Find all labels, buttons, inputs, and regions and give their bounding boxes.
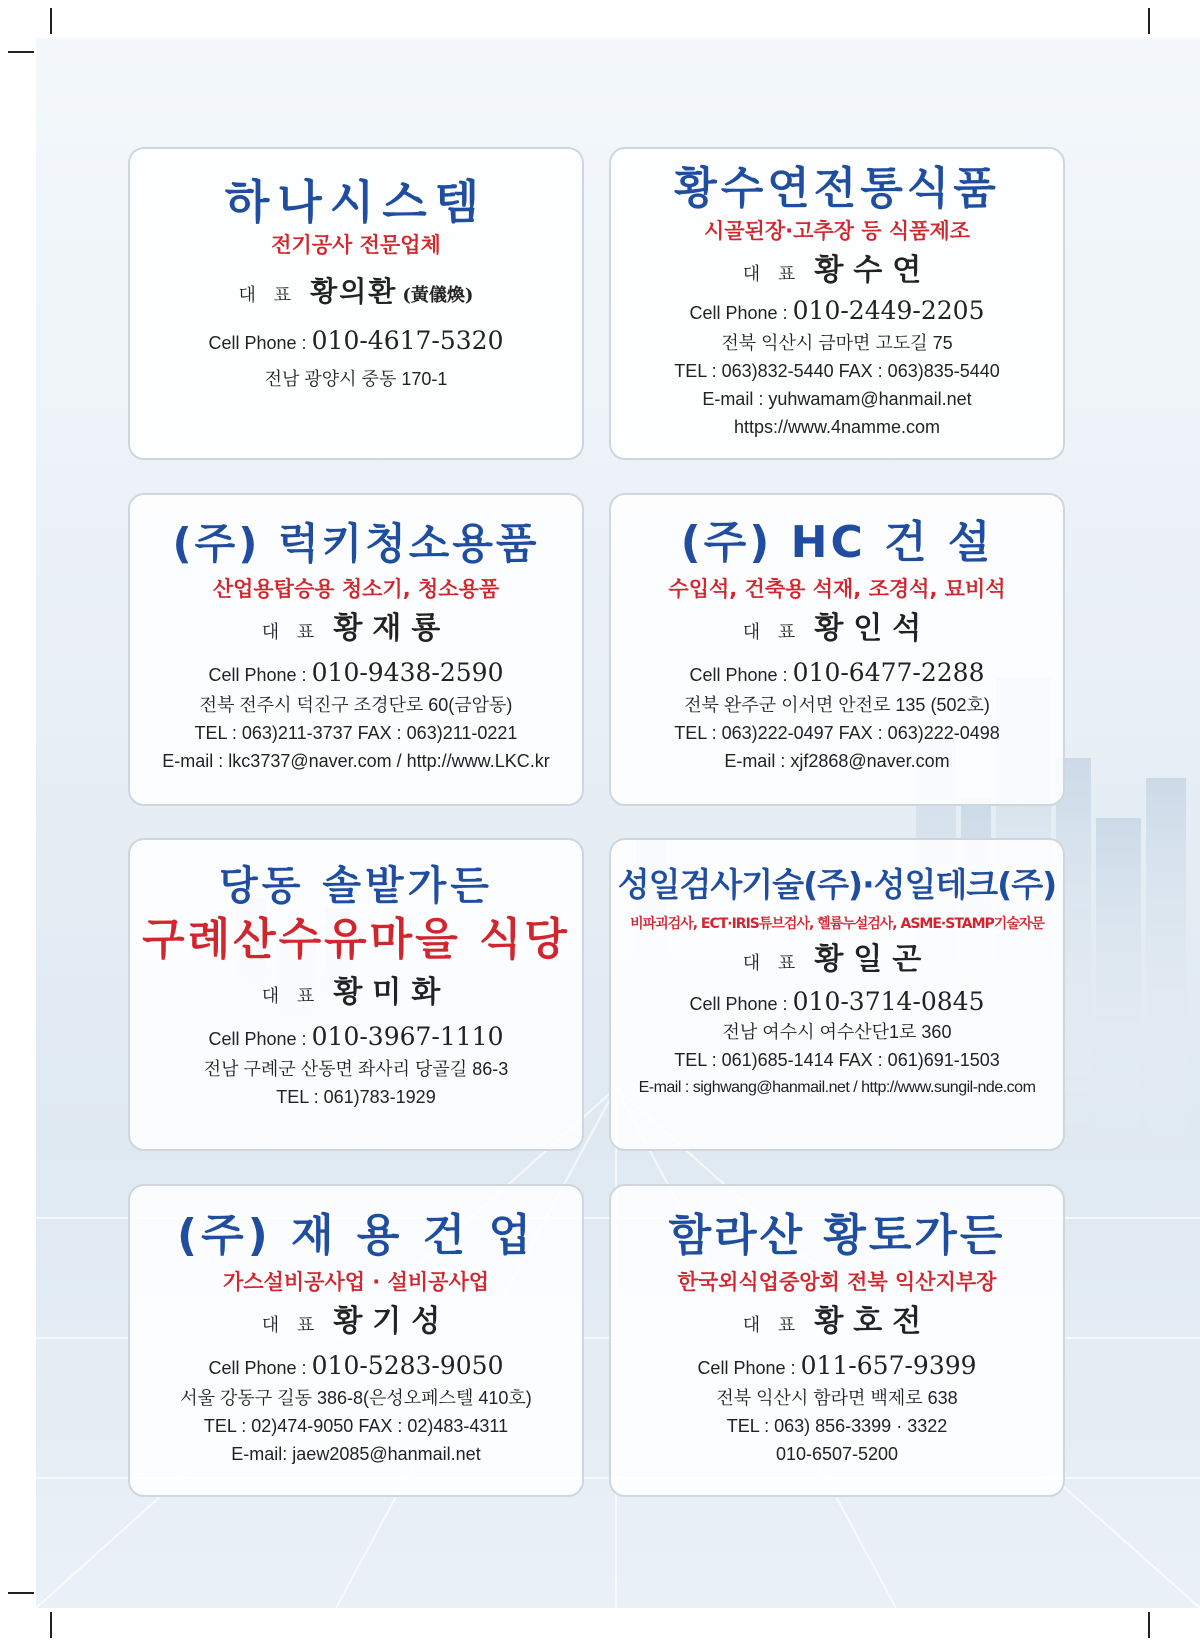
business-card-sungil-inspection bbox=[609, 838, 1065, 1151]
rep-label: 대 표 bbox=[742, 1315, 802, 1336]
company-name: 당동 솔밭가든 bbox=[219, 863, 493, 909]
crop-mark bbox=[50, 1612, 52, 1638]
company-tagline: 산업용탑승용 청소기, 청소용품 bbox=[212, 577, 500, 601]
phone-row bbox=[611, 1353, 1063, 1378]
phone-row bbox=[130, 1024, 582, 1049]
mobile-line: 010-6507-5200 bbox=[775, 1444, 899, 1464]
company-tagline: 한국외식업중앙회 전북 익산지부장 bbox=[677, 1270, 997, 1294]
phone-number[interactable]: 010-9438-2590 bbox=[311, 658, 504, 687]
phone-label: Cell Phone : bbox=[208, 1358, 307, 1378]
business-card-jaeyong-construction bbox=[128, 1184, 584, 1497]
company-name: 함라산 황토가든 bbox=[668, 1210, 1006, 1261]
tel-fax-line: TEL : 02)474-9050 FAX : 02)483-4311 bbox=[203, 1416, 509, 1436]
crop-mark bbox=[1148, 1612, 1150, 1638]
address-line: 전북 익산시 금마면 고도길 75 bbox=[721, 333, 953, 353]
rep-name: 황재룡 bbox=[333, 611, 451, 646]
company-name: (주) HC 건 설 bbox=[680, 517, 994, 568]
representative bbox=[611, 611, 1063, 646]
rep-hanja: (黃儀煥) bbox=[402, 285, 474, 306]
phone-number[interactable]: 010-3714-0845 bbox=[792, 987, 985, 1016]
rep-label: 대 표 bbox=[261, 622, 321, 643]
rep-name: 황호전 bbox=[814, 1304, 932, 1339]
company-tagline: 시골된장·고추장 등 식품제조 bbox=[703, 219, 971, 243]
website-line[interactable]: https://www.4namme.com bbox=[733, 417, 941, 437]
rep-label: 대 표 bbox=[742, 264, 802, 285]
tel-fax-line: TEL : 063)832-5440 FAX : 063)835-5440 bbox=[674, 361, 1000, 381]
business-card-lucky-cleaning bbox=[128, 493, 584, 806]
phone-number[interactable]: 010-6477-2288 bbox=[792, 658, 985, 687]
rep-label: 대 표 bbox=[742, 622, 802, 643]
rep-name: 황일곤 bbox=[814, 942, 932, 977]
phone-row bbox=[611, 660, 1063, 685]
phone-label: Cell Phone : bbox=[689, 303, 788, 323]
address-line: 전남 여수시 여수산단1로 360 bbox=[722, 1022, 952, 1042]
business-card-dangdong-garden bbox=[128, 838, 584, 1151]
tel-fax-line: TEL : 061)685-1414 FAX : 061)691-1503 bbox=[674, 1050, 1000, 1070]
phone-label: Cell Phone : bbox=[689, 994, 788, 1014]
restaurant-name: 구례산수유마을 식당 bbox=[142, 914, 570, 965]
rep-label: 대 표 bbox=[261, 1315, 321, 1336]
email-website-line[interactable]: E-mail : lkc3737@naver.com / http://www.LKC.kr bbox=[162, 751, 550, 771]
phone-label: Cell Phone : bbox=[208, 1029, 307, 1049]
tel-fax-line: TEL : 063)222-0497 FAX : 063)222-0498 bbox=[674, 723, 1000, 743]
address-line: 전북 전주시 덕진구 조경단로 60(금암동) bbox=[199, 695, 513, 715]
company-tagline: 전기공사 전문업체 bbox=[271, 233, 441, 257]
company-name: (주) 재 용 건 업 bbox=[176, 1210, 535, 1261]
tel-fax-line: TEL : 063)211-3737 FAX : 063)211-0221 bbox=[194, 723, 518, 743]
phone-number[interactable]: 010-3967-1110 bbox=[311, 1022, 504, 1051]
representative bbox=[611, 253, 1063, 288]
rep-name: 황기성 bbox=[333, 1304, 451, 1339]
phone-row bbox=[130, 328, 582, 353]
phone-row bbox=[130, 1353, 582, 1378]
phone-row bbox=[611, 989, 1063, 1014]
rep-name: 황수연 bbox=[814, 253, 932, 288]
crop-mark bbox=[8, 1592, 34, 1594]
phone-number[interactable]: 010-2449-2205 bbox=[792, 296, 985, 325]
company-tagline: 비파괴검사, ECT·IRIS튜브검사, 헬륨누설검사, ASME·STAMP기술자문 bbox=[630, 916, 1044, 932]
business-card-hc-construction bbox=[609, 493, 1065, 806]
rep-label: 대 표 bbox=[742, 953, 802, 974]
phone-label: Cell Phone : bbox=[689, 665, 788, 685]
tel-line: TEL : 061)783-1929 bbox=[276, 1087, 436, 1107]
business-card-hana-system bbox=[128, 147, 584, 460]
tel-line: TEL : 063) 856-3399 · 3322 bbox=[726, 1416, 948, 1436]
phone-row bbox=[130, 660, 582, 685]
business-card-hwangsuyeon-food bbox=[609, 147, 1065, 460]
email-website-line[interactable]: E-mail : sighwang@hanmail.net / http://www.sungil-nde.com bbox=[638, 1079, 1036, 1096]
address-line: 전북 완주군 이서면 안전로 135 (502호) bbox=[684, 695, 990, 715]
company-name: 황수연전통식품 bbox=[674, 163, 1000, 214]
company-name: (주) 럭키청소용품 bbox=[172, 519, 540, 568]
representative bbox=[130, 275, 582, 308]
phone-number[interactable]: 010-4617-5320 bbox=[311, 326, 504, 355]
representative bbox=[130, 611, 582, 646]
company-tagline: 가스설비공사업 · 설비공사업 bbox=[222, 1270, 490, 1294]
phone-number[interactable]: 010-5283-9050 bbox=[311, 1351, 504, 1380]
rep-label: 대 표 bbox=[261, 986, 321, 1007]
representative bbox=[130, 1304, 582, 1339]
crop-mark bbox=[8, 51, 34, 53]
representative bbox=[130, 975, 582, 1010]
representative bbox=[611, 942, 1063, 977]
phone-label: Cell Phone : bbox=[697, 1358, 796, 1378]
email-line[interactable]: E-mail : yuhwamam@hanmail.net bbox=[702, 389, 972, 409]
company-name: 성일검사기술(주)·성일테크(주) bbox=[617, 865, 1057, 904]
rep-name: 황인석 bbox=[814, 611, 932, 646]
rep-name: 황의환 bbox=[310, 275, 398, 308]
address-line: 전북 익산시 함라면 백제로 638 bbox=[716, 1388, 958, 1408]
phone-row bbox=[611, 298, 1063, 323]
company-tagline: 수입석, 건축용 석재, 조경석, 묘비석 bbox=[668, 577, 1006, 601]
email-line[interactable]: E-mail: jaew2085@hanmail.net bbox=[231, 1444, 481, 1464]
rep-label: 대 표 bbox=[238, 285, 298, 306]
crop-mark bbox=[50, 8, 52, 34]
address-line: 서울 강동구 길동 386-8(은성오페스텔 410호) bbox=[180, 1388, 532, 1408]
phone-number[interactable]: 011-657-9399 bbox=[800, 1351, 977, 1380]
crop-mark bbox=[1148, 8, 1150, 34]
phone-label: Cell Phone : bbox=[208, 665, 307, 685]
rep-name: 황미화 bbox=[333, 975, 451, 1010]
phone-label: Cell Phone : bbox=[208, 333, 307, 353]
address-line: 전남 광양시 중동 170-1 bbox=[264, 369, 448, 389]
representative bbox=[611, 1304, 1063, 1339]
email-line[interactable]: E-mail : xjf2868@naver.com bbox=[724, 751, 950, 771]
company-name: 하나시스템 bbox=[224, 175, 488, 229]
address-line: 전남 구례군 산동면 좌사리 당골길 86-3 bbox=[203, 1059, 509, 1079]
business-card-hamrasan-garden bbox=[609, 1184, 1065, 1497]
